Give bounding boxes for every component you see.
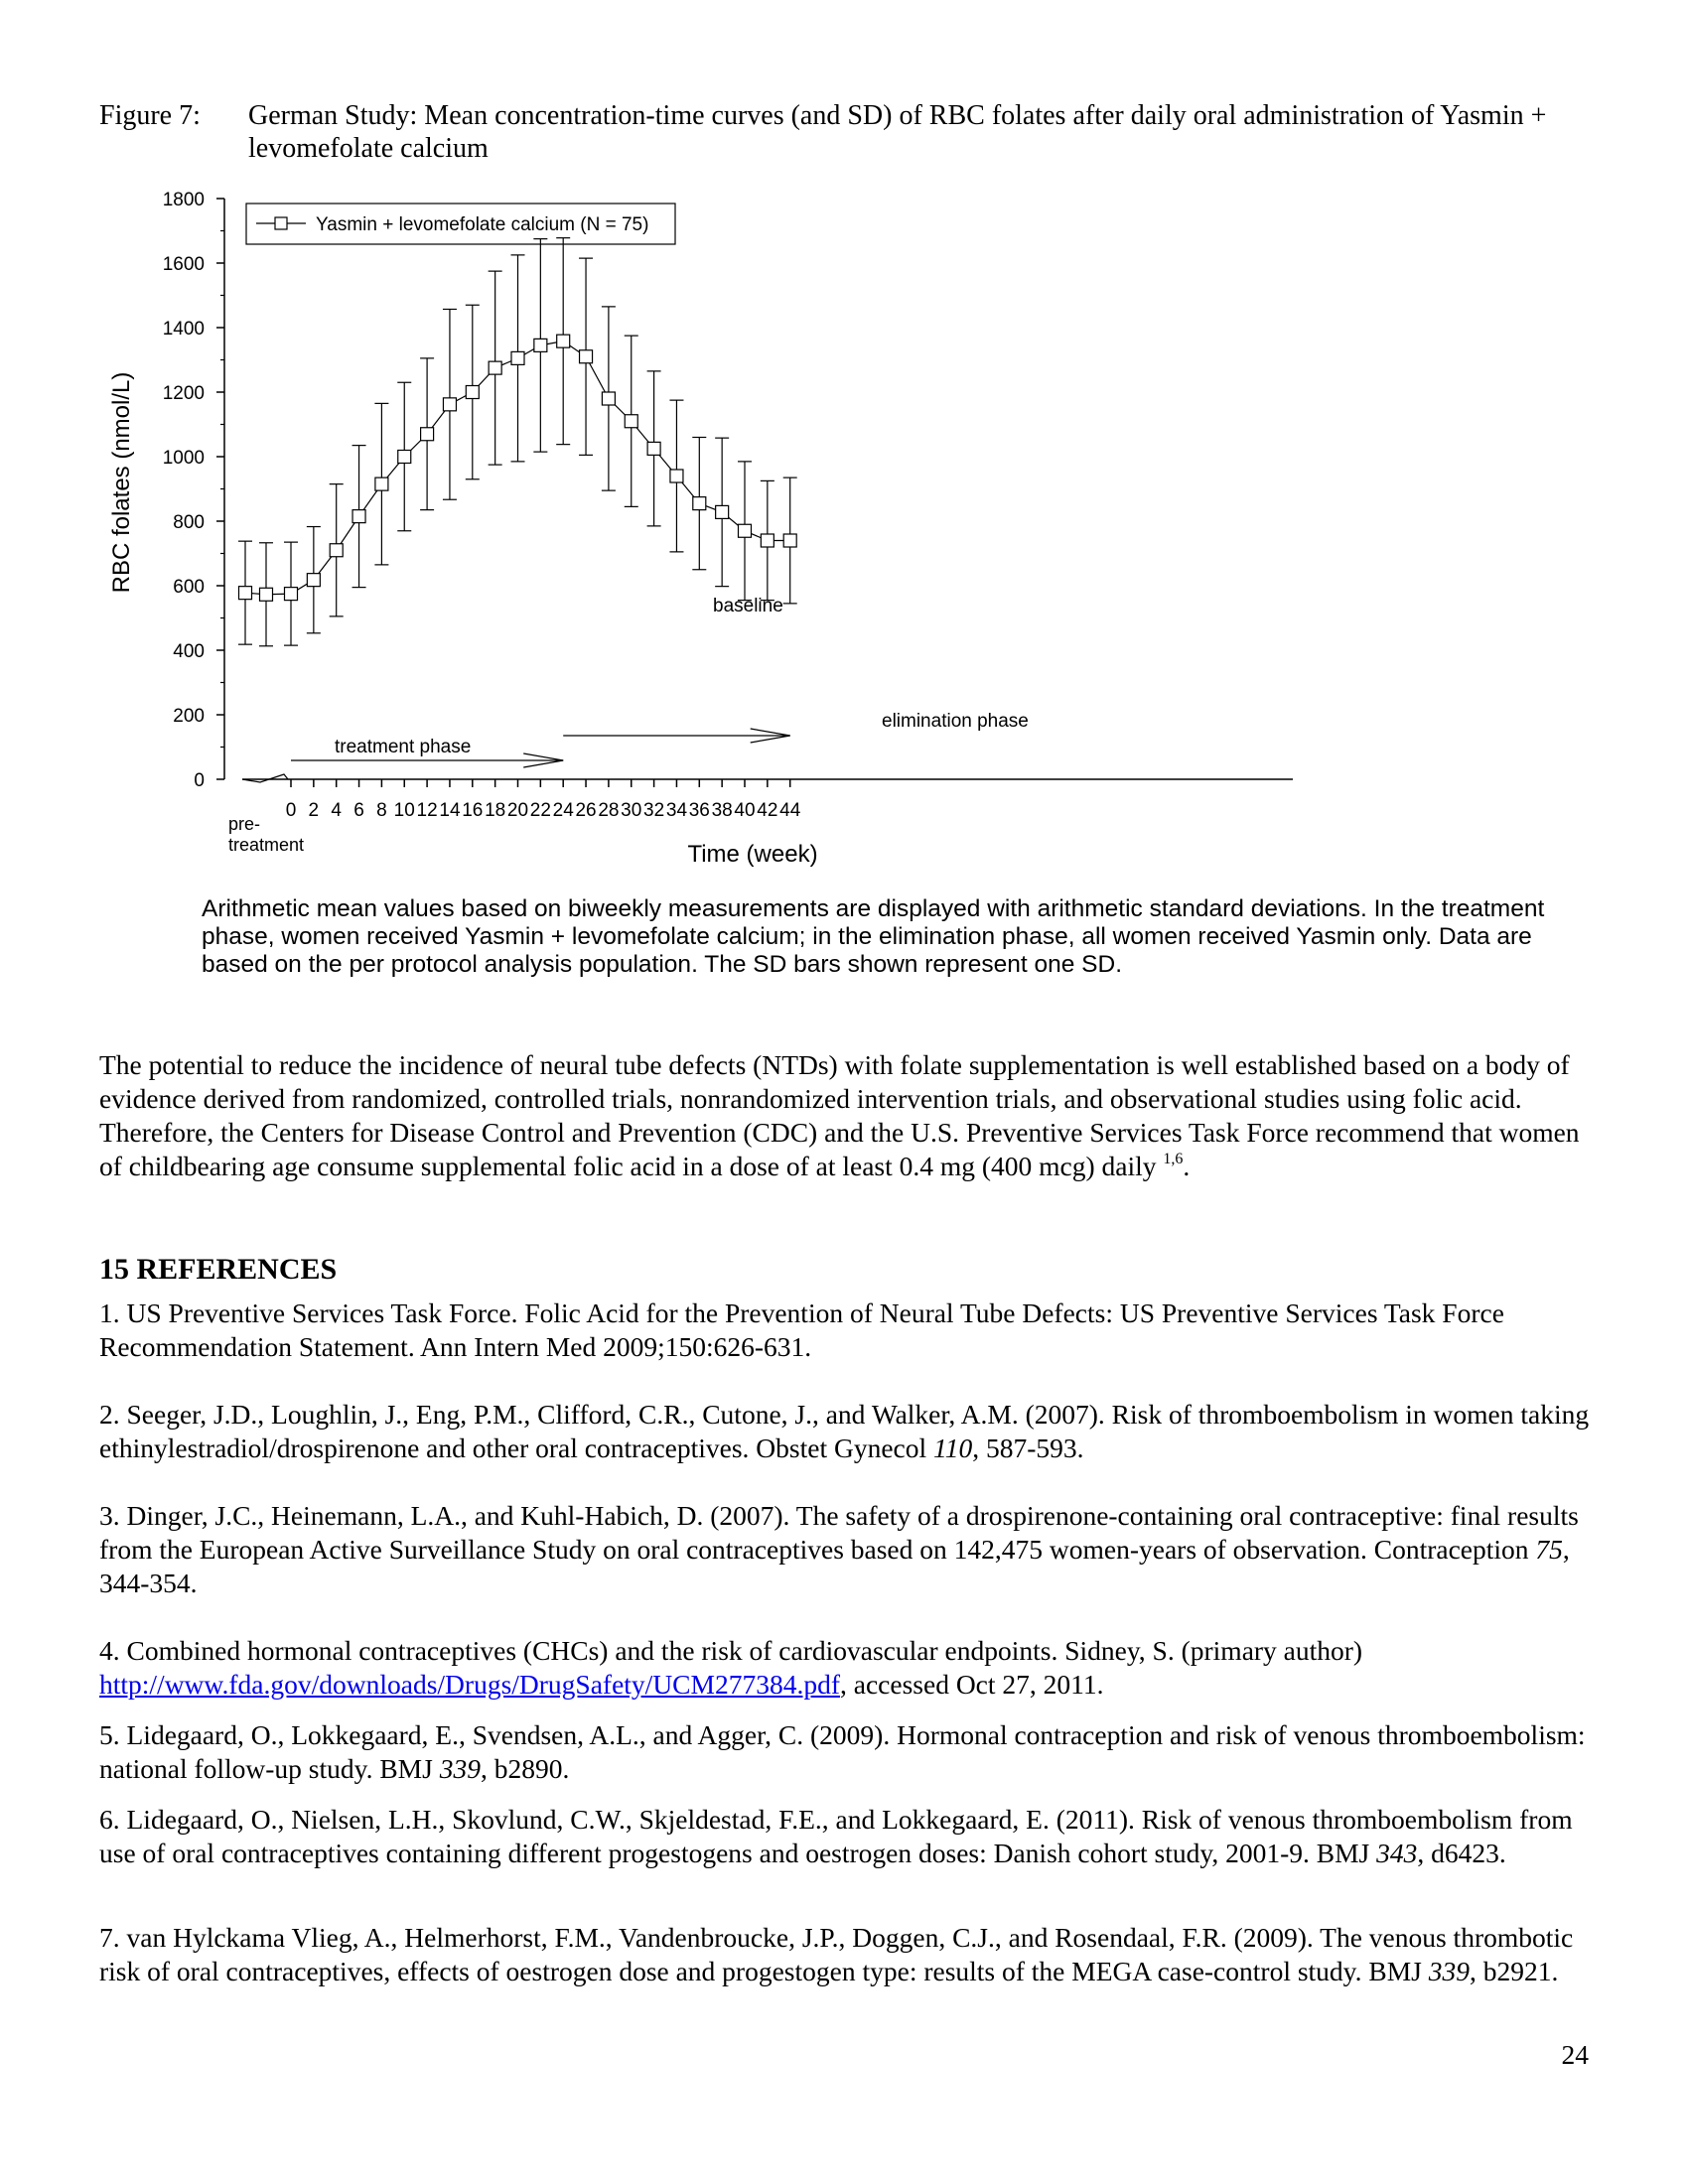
- data-point: [489, 361, 501, 374]
- x-tick-label: 16: [462, 800, 484, 821]
- reference-item: 3. Dinger, J.C., Heinemann, L.A., and Kuhl-Habich, D. (2007). The safety of a drospirenone-containing oral contraceptive: final results from the European Active Surveillance Study on oral contraceptives based on 142,475 women-years of observation. Contraception 75, 344-354.: [99, 1500, 1579, 1598]
- x-tick-label: 24: [552, 800, 574, 821]
- data-point: [716, 505, 729, 518]
- y-tick-label: 600: [173, 577, 205, 598]
- pretreatment-label-line2: treatment: [228, 835, 305, 855]
- x-tick-label: 38: [711, 800, 733, 821]
- baseline-label: baseline: [713, 596, 783, 616]
- figure-label: Figure 7:: [99, 100, 201, 131]
- x-axis-label: Time (week): [687, 841, 818, 868]
- x-tick-label: 40: [734, 800, 756, 821]
- x-tick-label: 6: [353, 800, 364, 821]
- x-tick-label: 14: [439, 800, 461, 821]
- x-tick-label: 4: [331, 800, 342, 821]
- data-point: [330, 544, 343, 557]
- data-point: [421, 428, 434, 441]
- body-paragraph: [99, 1048, 1594, 1183]
- y-tick-label: 0: [194, 770, 205, 791]
- data-point: [239, 587, 252, 600]
- figure-caption-text: German Study: Mean concentration-time curves (and SD) of RBC folates after daily oral administration of Yasmin + levomefolate calcium: [248, 100, 1547, 164]
- references-heading: 15 REFERENCES: [99, 1253, 338, 1286]
- x-tick-label: 0: [285, 800, 297, 821]
- data-point: [580, 350, 593, 363]
- elimination-phase-label: elimination phase: [882, 711, 1029, 732]
- reference-item: 4. Combined hormonal contraceptives (CHCs) and the risk of cardiovascular endpoints. Sidney, S. (primary author) http://www.fda.gov/downloads/Drugs/DrugSafety/UCM277384.pdf, accessed Oct 27, 2011.: [99, 1635, 1363, 1700]
- citation-superscript: 1,6: [1163, 1151, 1184, 1167]
- x-tick-label: 8: [376, 800, 387, 821]
- x-tick-label: 20: [506, 800, 529, 821]
- data-point: [285, 588, 298, 601]
- data-point: [693, 497, 706, 510]
- x-tick-label: 44: [779, 800, 801, 821]
- x-tick-label: 18: [485, 800, 506, 821]
- x-tick-label: 32: [643, 800, 665, 821]
- rbc-folate-chart: [0, 0, 1688, 893]
- reference-item: 5. Lidegaard, O., Lokkegaard, E., Svendsen, A.L., and Agger, C. (2009). Hormonal contraception and risk of venous thromboembolism: national follow-up study. BMJ 339, b2890.: [99, 1719, 1586, 1784]
- y-tick-label: 1000: [162, 448, 205, 469]
- data-point: [375, 478, 388, 490]
- data-point: [557, 335, 570, 347]
- paragraph-text: The potential to reduce the incidence of neural tube defects (NTDs) with folate supplementation is well established based on a body of evidence derived from randomized, controlled trials, nonrandomized intervention trials, and observational studies using folic acid. Therefore, the Centers for Disease Control and Prevention (CDC) and the U.S. Preventive Services Task Force recommend that women of childbearing age consume supplemental folic acid in a dose of at least 0.4 mg (400 mcg) daily: [99, 1049, 1580, 1181]
- x-tick-label: 2: [308, 800, 320, 821]
- x-axis-break: [242, 774, 288, 782]
- page-number: 24: [1561, 2039, 1589, 2070]
- x-tick-label: 28: [598, 800, 620, 821]
- x-tick-label: 36: [688, 800, 710, 821]
- y-tick-label: 200: [173, 706, 205, 727]
- data-point: [352, 510, 365, 523]
- data-point: [602, 392, 615, 405]
- y-tick-label: 1400: [162, 319, 205, 340]
- y-tick-label: 1200: [162, 383, 205, 404]
- x-tick-label: 10: [393, 800, 415, 821]
- chart-note: Arithmetic mean values based on biweekly measurements are displayed with arithmetic standard deviations. In the treatment phase, women received Yasmin + levomefolate calcium; in the elimination phase, all women received Yasmin only. Data are based on the per protocol analysis population. The SD bars shown represent one SD.: [202, 895, 1545, 978]
- x-tick-label: 30: [621, 800, 642, 821]
- reference-item: 6. Lidegaard, O., Nielsen, L.H., Skovlund, C.W., Skjeldestad, F.E., and Lokkegaard, E. (2011). Risk of venous thromboembolism from use of oral contraceptives containing different progestogens and oestrogen doses: Danish cohort study, 2001-9. BMJ 343, d6423.: [99, 1804, 1573, 1868]
- reference-item: 2. Seeger, J.D., Loughlin, J., Eng, P.M., Clifford, C.R., Cutone, J., and Walker, A.M. (2007). Risk of thromboembolism in women taking ethinylestradiol/drospirenone and other oral contraceptives. Obstet Gynecol 110, 587-593.: [99, 1399, 1590, 1463]
- x-tick-label: 42: [757, 800, 778, 821]
- x-tick-label: 26: [575, 800, 597, 821]
- data-point: [398, 451, 411, 464]
- reference-link[interactable]: http://www.fda.gov/downloads/Drugs/DrugSafety/UCM277384.pdf: [99, 1669, 841, 1700]
- pretreatment-label-line1: pre-: [228, 814, 261, 834]
- x-tick-label: 22: [529, 800, 551, 821]
- y-tick-label: 1600: [162, 254, 205, 275]
- y-tick-label: 400: [173, 641, 205, 662]
- data-point: [625, 415, 637, 428]
- data-point: [783, 534, 796, 547]
- reference-item: 7. van Hylckama Vlieg, A., Helmerhorst, F.M., Vandenbroucke, J.P., Doggen, C.J., and Rosendaal, F.R. (2009). The venous thrombotic risk of oral contraceptives, effects of oestrogen dose and progestogen type: results of the MEGA case-control study. BMJ 339, b2921.: [99, 1922, 1574, 1986]
- y-tick-label: 800: [173, 512, 205, 533]
- data-point: [511, 351, 524, 364]
- y-axis-label: RBC folates (nmol/L): [108, 371, 135, 594]
- paragraph-end: .: [1183, 1151, 1191, 1181]
- data-point: [739, 524, 752, 537]
- data-point: [670, 470, 683, 482]
- treatment-phase-label: treatment phase: [335, 737, 472, 757]
- reference-item: 1. US Preventive Services Task Force. Folic Acid for the Prevention of Neural Tube Defects: US Preventive Services Task Force Recommendation Statement. Ann Intern Med 2009;150:626-631.: [99, 1297, 1504, 1362]
- data-point: [443, 398, 456, 411]
- data-point: [260, 588, 273, 601]
- data-point: [534, 339, 547, 351]
- data-point: [307, 574, 320, 587]
- x-tick-label: 34: [665, 800, 688, 821]
- data-point: [761, 534, 774, 547]
- data-point: [647, 442, 660, 455]
- legend-marker: [275, 217, 287, 229]
- legend-label: Yasmin + levomefolate calcium (N = 75): [316, 214, 649, 235]
- y-tick-label: 1800: [162, 190, 205, 210]
- data-point: [466, 386, 479, 399]
- x-tick-label: 12: [416, 800, 438, 821]
